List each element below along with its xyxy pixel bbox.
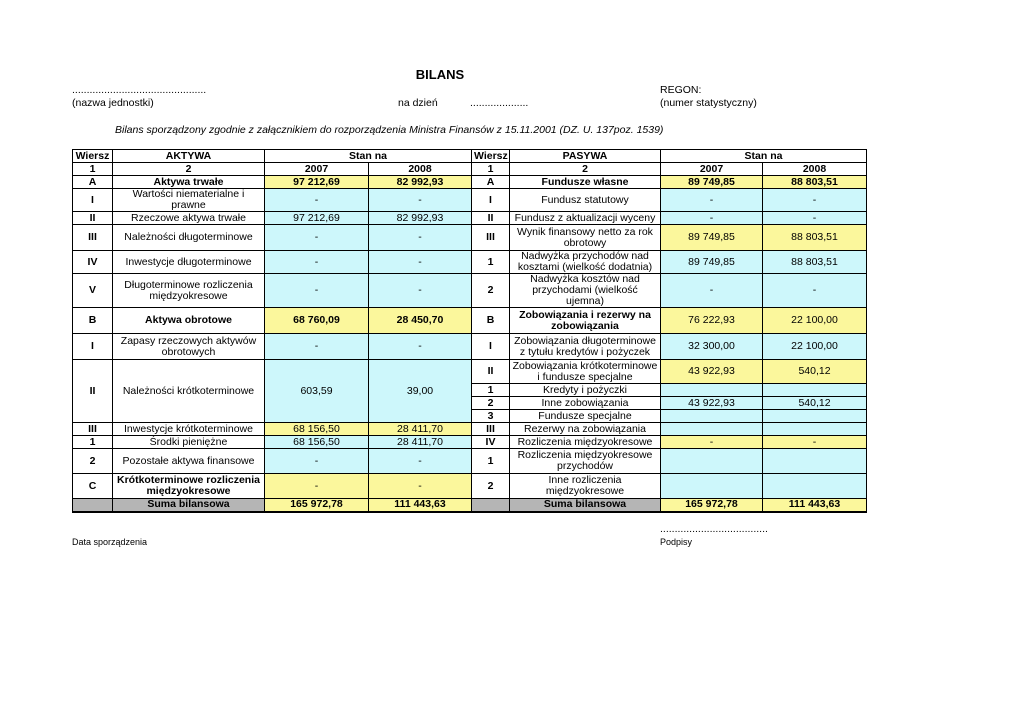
date-label: na dzień [398,97,438,109]
row-code: C [73,474,113,499]
table-row [73,449,867,474]
row-code: B [472,308,510,334]
row-code: III [73,423,113,436]
table-row [73,334,867,360]
row-code [472,499,510,512]
date-dots: .................... [470,97,529,109]
value-2008: - [763,212,867,225]
entity-dots: .............................................. [72,84,207,96]
header-2008: 2008 [369,163,472,176]
row-label: Należności krótkoterminowe [113,360,265,423]
row-label: Inwestycje krótkoterminowe [113,423,265,436]
total-2007: 165 972,78 [661,499,763,512]
table-row [73,423,867,436]
row-label: Wartości niematerialne i prawne [113,189,265,212]
row-label: Pozostałe aktywa finansowe [113,449,265,474]
row-code: 2 [472,397,510,410]
row-code: IV [472,436,510,449]
row-label: Rezerwy na zobowiązania [510,423,661,436]
row-code: III [472,225,510,251]
value-2008: 28 411,70 [369,423,472,436]
date-of-preparation-label: Data sporządzenia [72,537,148,547]
value-2007: - [661,189,763,212]
value-2008: 22 100,00 [763,308,867,334]
value-2008: - [763,436,867,449]
value-2008 [763,423,867,436]
value-2007: - [265,225,369,251]
row-label: Krótkoterminowe rozliczenia międzyokresowe [113,474,265,499]
row-label: Fundusz statutowy [510,189,661,212]
row-label: Należności długoterminowe [113,225,265,251]
value-2007: 603,59 [265,360,369,423]
value-2008: - [369,334,472,360]
table-row [73,251,867,274]
value-2008: - [369,449,472,474]
row-code: I [73,189,113,212]
value-2007: 43 922,93 [661,360,763,384]
value-2008: - [369,274,472,308]
row-code: B [73,308,113,334]
row-code: III [472,423,510,436]
value-2007 [661,449,763,474]
row-label: Aktywa trwałe [113,176,265,189]
header-wiersz-left: Wiersz [73,150,113,163]
value-2007: 89 749,85 [661,225,763,251]
header-2007: 2007 [265,163,369,176]
signature-dots: ..................................... [660,523,768,535]
row-label: Fundusze specjalne [510,410,661,423]
header-stan-na-right: Stan na [661,150,867,163]
value-2007: 76 222,93 [661,308,763,334]
row-label: Rozliczenia międzyokresowe [510,436,661,449]
regon-description: (numer statystyczny) [660,97,757,109]
row-label: Fundusz z aktualizacji wyceny [510,212,661,225]
value-2008: 88 803,51 [763,176,867,189]
row-label: Środki pieniężne [113,436,265,449]
row-label: Zobowiązania krótkoterminowe i fundusze specjalne [510,360,661,384]
row-code: II [472,360,510,384]
value-2007: - [661,274,763,308]
value-2007: - [265,474,369,499]
row-label: Kredyty i pożyczki [510,384,661,397]
table-row [73,176,867,189]
value-2007: 68 156,50 [265,423,369,436]
value-2007: 68 156,50 [265,436,369,449]
page-title: BILANS [415,67,465,82]
row-code: I [73,334,113,360]
value-2007 [661,474,763,499]
value-2007 [661,410,763,423]
row-label: Inne rozliczenia międzyokresowe [510,474,661,499]
signatures-label: Podpisy [660,537,693,547]
value-2007: 43 922,93 [661,397,763,410]
value-2007: 89 749,85 [661,176,763,189]
row-label: Nadwyżka przychodów nad kosztami (wielkość dodatnia) [510,251,661,274]
header-aktywa: AKTYWA [113,150,265,163]
row-label: Zapasy rzeczowych aktywów obrotowych [113,334,265,360]
row-label: Rozliczenia międzyokresowe przychodów [510,449,661,474]
value-2007: - [265,251,369,274]
value-2007: - [661,212,763,225]
value-2008: 22 100,00 [763,334,867,360]
header-stan-na-left: Stan na [265,150,472,163]
value-2008: 82 992,93 [369,212,472,225]
header-pasywa: PASYWA [510,150,661,163]
value-2008: - [369,225,472,251]
value-2008 [763,410,867,423]
row-code: 2 [472,274,510,308]
value-2007: 68 760,09 [265,308,369,334]
total-2008: 111 443,63 [763,499,867,512]
value-2008: - [369,189,472,212]
header-col1: 1 [472,163,510,176]
total-label: Suma bilansowa [113,499,265,512]
value-2008: 28 450,70 [369,308,472,334]
basis-note: Bilans sporządzony zgodnie z załącznikiem do rozporządzenia Ministra Finansów z 15.11.2001 (DZ. U. 137poz. 1539) [115,124,664,136]
row-label: Długoterminowe rozliczenia międzyokresowe [113,274,265,308]
header-2007: 2007 [661,163,763,176]
row-code: 1 [472,251,510,274]
header-2008: 2008 [763,163,867,176]
table-row [73,212,867,225]
row-label: Wynik finansowy netto za rok obrotowy [510,225,661,251]
table-row [73,274,867,308]
row-code: II [73,360,113,423]
value-2008: - [763,189,867,212]
table-row [73,189,867,212]
row-label: Fundusze własne [510,176,661,189]
value-2008: 28 411,70 [369,436,472,449]
row-code: A [472,176,510,189]
regon-label: REGON: [660,84,702,96]
value-2007: - [265,334,369,360]
entity-label: (nazwa jednostki) [72,97,154,109]
value-2008: 540,12 [763,397,867,410]
row-code: I [472,334,510,360]
table-row [73,474,867,499]
value-2007 [661,423,763,436]
total-2007: 165 972,78 [265,499,369,512]
header-col1: 1 [73,163,113,176]
row-code: III [73,225,113,251]
total-label: Suma bilansowa [510,499,661,512]
table-row [73,436,867,449]
value-2008: - [369,251,472,274]
value-2008: - [369,474,472,499]
value-2007: - [265,274,369,308]
row-label: Zobowiązania i rezerwy na zobowiązania [510,308,661,334]
value-2008: 82 992,93 [369,176,472,189]
total-2008: 111 443,63 [369,499,472,512]
header-col2: 2 [510,163,661,176]
row-code [73,499,113,512]
value-2008 [763,449,867,474]
value-2007: - [661,436,763,449]
row-code: A [73,176,113,189]
table-row [73,308,867,334]
value-2008: 88 803,51 [763,251,867,274]
row-label: Aktywa obrotowe [113,308,265,334]
balance-sheet-table [72,149,867,513]
value-2008: 540,12 [763,360,867,384]
row-label: Nadwyżka kosztów nad przychodami (wielkość ujemna) [510,274,661,308]
value-2008: - [763,274,867,308]
table-row [73,225,867,251]
row-code: 1 [73,436,113,449]
row-code: 1 [472,449,510,474]
value-2008 [763,474,867,499]
row-code: V [73,274,113,308]
header-wiersz-right: Wiersz [472,150,510,163]
value-2008 [763,384,867,397]
row-code: 3 [472,410,510,423]
row-label: Inne zobowiązania [510,397,661,410]
table-row [73,360,867,384]
value-2007: 32 300,00 [661,334,763,360]
row-label: Rzeczowe aktywa trwałe [113,212,265,225]
row-code: 2 [73,449,113,474]
header-col2: 2 [113,163,265,176]
value-2007 [661,384,763,397]
row-code: 1 [472,384,510,397]
row-code: IV [73,251,113,274]
table-row-total [73,499,867,512]
value-2007: - [265,189,369,212]
value-2007: 97 212,69 [265,212,369,225]
value-2007: 89 749,85 [661,251,763,274]
row-code: II [472,212,510,225]
row-label: Inwestycje długoterminowe [113,251,265,274]
row-code: I [472,189,510,212]
value-2008: 39,00 [369,360,472,423]
value-2007: 97 212,69 [265,176,369,189]
value-2007: - [265,449,369,474]
row-code: 2 [472,474,510,499]
row-code: II [73,212,113,225]
row-label: Zobowiązania długoterminowe z tytułu kredytów i pożyczek [510,334,661,360]
value-2008: 88 803,51 [763,225,867,251]
